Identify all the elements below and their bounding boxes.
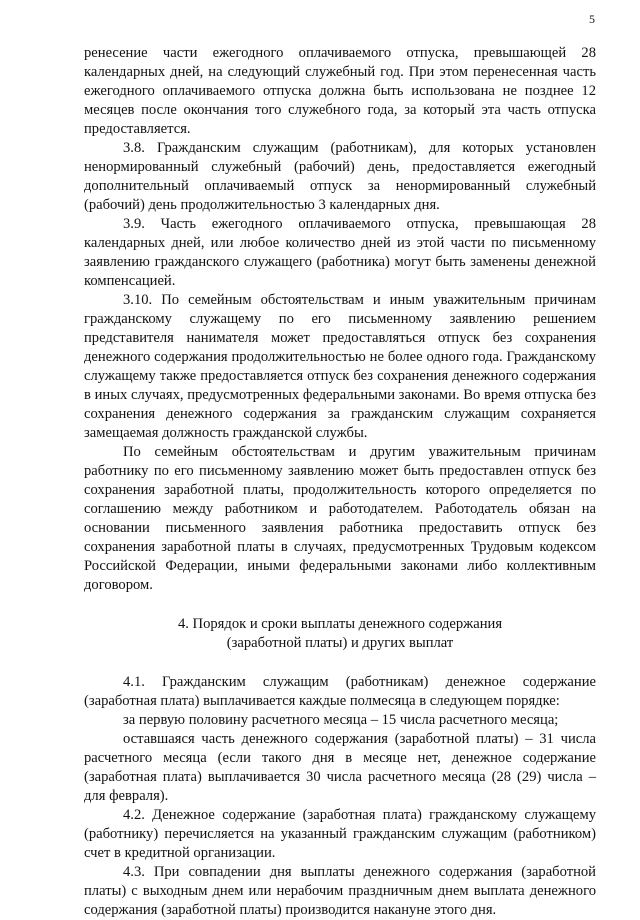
section-4-heading-line-2: (заработной платы) и других выплат [226, 635, 454, 651]
document-body [84, 44, 596, 920]
paragraph-4-3: 4.3. При совпадении дня выплаты денежного содержания (заработной платы) с выходным днем или нерабочим праздничным днем выплата денежного содержания (заработной платы) производится накануне этого дня. [84, 864, 596, 918]
section-4-heading [84, 615, 596, 653]
paragraph-3-8: 3.8. Гражданским служащим (работникам), для которых установлен ненормированный служебный (рабочий) день, предоставляется ежегодный дополнительный оплачиваемый отпуск за ненормированный служебный (рабочий) день продолжительностью 3 календарных дня. [84, 140, 596, 213]
paragraph-worker-leave: По семейным обстоятельствам и другим уважительным причинам работнику по его письменному заявлению может быть предоставлен отпуск без сохранения заработной платы, продолжительность которого определяется по соглашению между работником и работодателем. Работодатель обязан на основании письменного заявления работника предоставить отпуск без сохранения заработной платы в случаях, предусмотренных Трудовым кодексом Российской Федерации, иными федеральными законами либо коллективным договором. [84, 444, 596, 593]
paragraph-4-1: 4.1. Гражданским служащим (работникам) денежное содержание (заработная плата) выплачивается каждые полмесяца в следующем порядке: [84, 674, 596, 709]
page-number: 5 [589, 12, 595, 26]
paragraph-continuation: ренесение части ежегодного оплачиваемого отпуска, превышающей 28 календарных дней, на следующий служебный год. При этом перенесенная часть ежегодного оплачиваемого отпуска должна быть использована не позднее 12 месяцев после окончания того служебного года, за который эта часть отпуска предоставляется. [84, 45, 596, 137]
paragraph-4-2: 4.2. Денежное содержание (заработная плата) гражданскому служащему (работнику) перечисляется на указанный гражданским служащим (работником) счет в кредитной организации. [84, 807, 596, 861]
paragraph-3-9: 3.9. Часть ежегодного оплачиваемого отпуска, превышающая 28 календарных дней, или любое количество дней из этой части по письменному заявлению гражданского служащего (работника) могут быть заменены денежной компенсацией. [84, 216, 596, 289]
paragraph-4-1-first-half: за первую половину расчетного месяца – 15 числа расчетного месяца; [123, 712, 559, 728]
paragraph-3-10: 3.10. По семейным обстоятельствам и иным уважительным причинам гражданскому служащему по его письменному заявлению решением представителя нанимателя может предоставляться отпуск без сохранения денежного содержания продолжительностью не более одного года. Гражданскому служащему также предоставляется отпуск без сохранения денежного содержания в иных случаях, предусмотренных федеральными законами. Во время отпуска без сохранения денежного содержания за гражданским служащим сохраняется замещаемая должность гражданской службы. [84, 292, 596, 441]
section-4-heading-line-1: 4. Порядок и сроки выплаты денежного содержания [177, 616, 503, 632]
paragraph-4-1-second-half: оставшаяся часть денежного содержания (заработной платы) – 31 числа расчетного месяца (если такого дня в месяце нет, денежное содержание (заработная плата) выплачивается 30 числа расчетного месяца (28 (29) числа – для февраля). [84, 731, 596, 804]
